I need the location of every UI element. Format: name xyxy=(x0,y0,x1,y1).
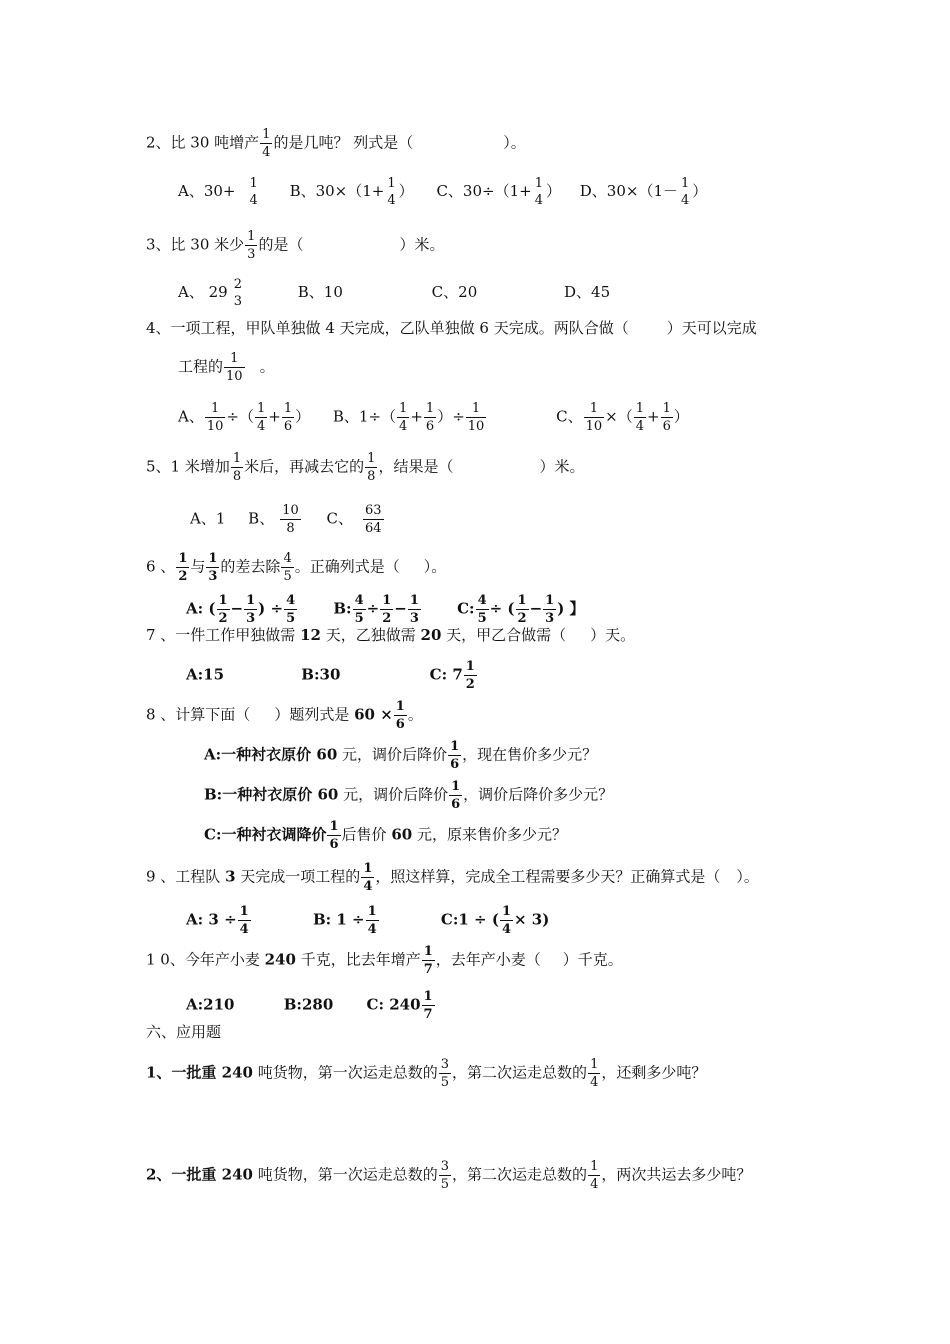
q5-options: A、1 B、 $\frac{10}{8}$ C、 $\frac{63}{64}$ xyxy=(190,503,382,536)
application-question-1: 1、一批重 240 吨货物，第一次运走总数的 $\frac{3}{5}$ ，第二次运走总数的 $\frac{1}{4}$ ，还剩多少吨？ xyxy=(146,1057,707,1090)
q6-options: A: ( $\frac{1}{2}$ − $\frac{1}{3}$ ) ÷ $\frac{4}{5}$ B: $\frac{4}{5}$ ÷ $\frac{1}{2}$ − $\frac{1}{3}$ C: $\frac{4}{5}$ ÷ ( $\frac{1}{2}$ − $\frac{1}{3}$ ) 】 xyxy=(186,593,585,626)
q6-stem: 6 、 $\frac{1}{2}$ 与 $\frac{1}{3}$ 的差去除 $\frac{4}{5}$ 。正确列式是（ ）。 xyxy=(146,551,447,584)
q10-options: A:210 B:280 C: 240 $\frac{1}{7}$ xyxy=(186,989,433,1022)
q3-stem: 3、比 30 米少 $\frac{1}{3}$ 的是（ ）米。 xyxy=(146,229,445,262)
fraction: 1 4 xyxy=(249,176,258,208)
fraction: 2 3 xyxy=(233,277,242,309)
q10-stem: 1 0、今年产小麦 240 千克，比去年增产 $\frac{1}{7}$ ，去年产小麦（ ）千克。 xyxy=(146,944,623,977)
q8-option-c: C:一种衬衣调降价 $\frac{1}{6}$ 后售价 60 元，原来售价多少元？ xyxy=(204,819,567,852)
q5-stem: 5、1 米增加 $\frac{1}{8}$ 米后，再减去它的 $\frac{1}{8}$ ，结果是（ ）米。 xyxy=(146,451,585,484)
q9-stem: 9 、工程队 3 天完成一项工程的 $\frac{1}{4}$ ，照这样算，完成全工程需要多少天？正确算式是（ ）。 xyxy=(146,861,759,894)
fraction: $\frac{1}{10}$ xyxy=(226,351,243,384)
fraction: $\frac{1}{3}$ xyxy=(247,229,256,262)
fraction: $\frac{1}{4}$ xyxy=(262,127,271,160)
fraction: 1 4 xyxy=(534,176,543,208)
q7-stem: 7 、一件工作甲独做需 12 天，乙独做需 20 天，甲乙合做需（ ）天。 xyxy=(146,626,636,644)
q2-options: A、30+ 1 4 B、30×（1+ 1 4 ） C、30÷（1+ 1 4 ） D、30×（1－ 1 4 ） xyxy=(178,176,708,208)
q4-options: A、 $\frac{1}{10}$ ÷（ $\frac{1}{4}$ + $\frac{1}{6}$ ） B、1÷（ $\frac{1}{4}$ + $\frac{1}{6}$ ）÷ $\frac{1}{10}$ C、 $\frac{1}{10}$ ×（ $\frac{1}{4}$ + $\frac{1}{6}$ ） xyxy=(178,401,689,434)
q3-options: A、 29 2 3 B、10 C、20 D、45 xyxy=(178,277,611,309)
q4-stem2: 工程的 $\frac{1}{10}$ 。 xyxy=(178,351,275,384)
q9-options: A: 3 ÷ $\frac{1}{4}$ B: 1 ÷ $\frac{1}{4}$ C:1 ÷ ( $\frac{1}{4}$ × 3) xyxy=(186,904,550,937)
q8-stem: 8 、计算下面（ ）题列式是 60 × $\frac{1}{6}$ 。 xyxy=(146,699,423,732)
q8-option-b: B:一种衬衣原价 60 元，调价后降价 $\frac{1}{6}$ ，调价后降价多少元？ xyxy=(204,779,614,812)
q7-options: A:15 B:30 C: 7 $\frac{1}{2}$ xyxy=(186,659,475,692)
q8-option-a: A:一种衬衣原价 60 元，调价后降价 $\frac{1}{6}$ ，现在售价多少元？ xyxy=(204,739,598,772)
q4-stem: 4、一项工程，甲队单独做 4 天完成，乙队单独做 6 天完成。两队合做（ ）天可以完成 xyxy=(146,319,757,337)
q2-stem: 2、比 30 吨增产 $\frac{1}{4}$ 的是几吨？ 列式是（ ）。 xyxy=(146,127,526,160)
section-heading: 六、应用题 xyxy=(146,1023,222,1041)
application-question-2: 2、一批重 240 吨货物，第一次运走总数的 $\frac{3}{5}$ ，第二次运走总数的 $\frac{1}{4}$ ，两次共运去多少吨？ xyxy=(146,1159,752,1192)
fraction: 1 4 xyxy=(387,176,396,208)
fraction: 1 4 xyxy=(681,176,690,208)
